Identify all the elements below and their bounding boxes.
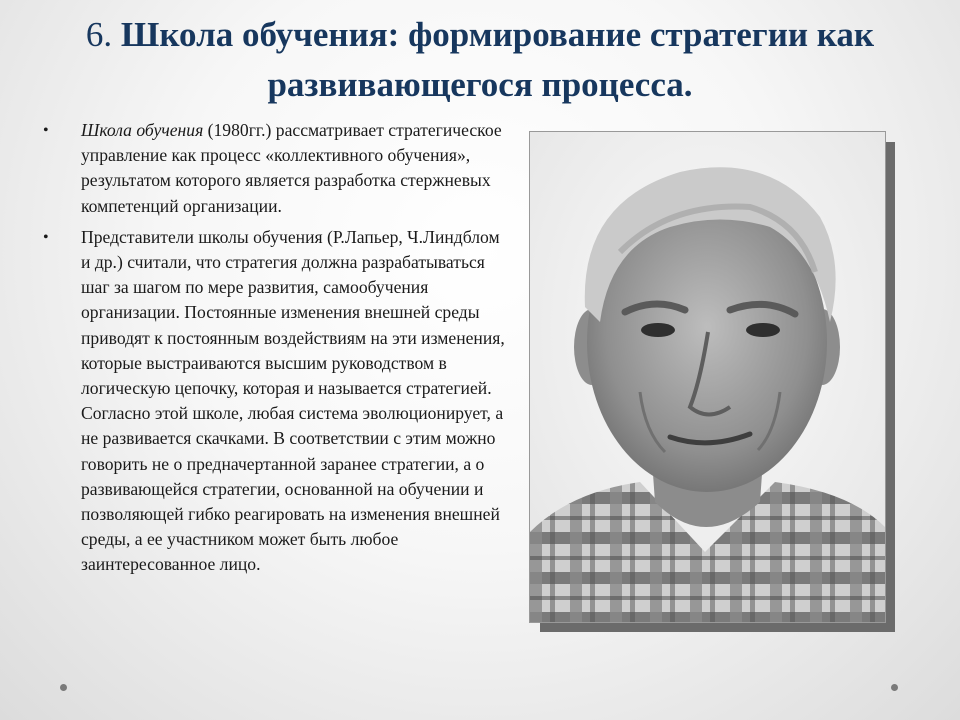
corner-dot-icon [60, 684, 67, 691]
title-number: 6. [85, 15, 113, 54]
bullet-dot-icon: • [43, 228, 49, 246]
corner-dot-icon [891, 684, 898, 691]
slide-title [60, 10, 900, 110]
bullet-2-text: Представители школы обучения (Р.Лапьер, Ч.Линдблом и др.) считали, что стратегия должна разрабатываться шаг за шагом по мере развития, самообучения организации. Постоянные изменения внешней среды приводят к постоянным воздействиям на эти изменения, которые выстраиваются высшим руководством в логическую цепочку, которая и называется стратегией. Согласно этой школе, любая система эволюционирует, а не развивается скачками. В соответствии с этим можно говорить не о предначертанной заранее стратегии, а о развивающейся стратегии, основанной на обучении и позволяющей гибко реагировать на изменения внешней среды, а ее участником может быть любое заинтересованное лицо. [81, 226, 505, 575]
bullet-1-text: (1980гг.) рассматривает стратегическое управление как процесс «коллективного обучения», результатом которого является разработка стержневых компетенций организации. [81, 120, 502, 216]
bullet-1-italic: Школа обучения [81, 120, 204, 140]
portrait-icon [530, 132, 885, 622]
bullet-item-1 [38, 118, 508, 219]
title-text: Школа обучения: формирование стратегии как развивающегося процесса. [120, 15, 875, 104]
bullet-list [38, 118, 508, 584]
portrait-photo [530, 132, 885, 622]
portrait-photo-frame [530, 132, 885, 622]
bullet-dot-icon: • [43, 122, 49, 139]
bullet-item-2 [38, 225, 508, 578]
